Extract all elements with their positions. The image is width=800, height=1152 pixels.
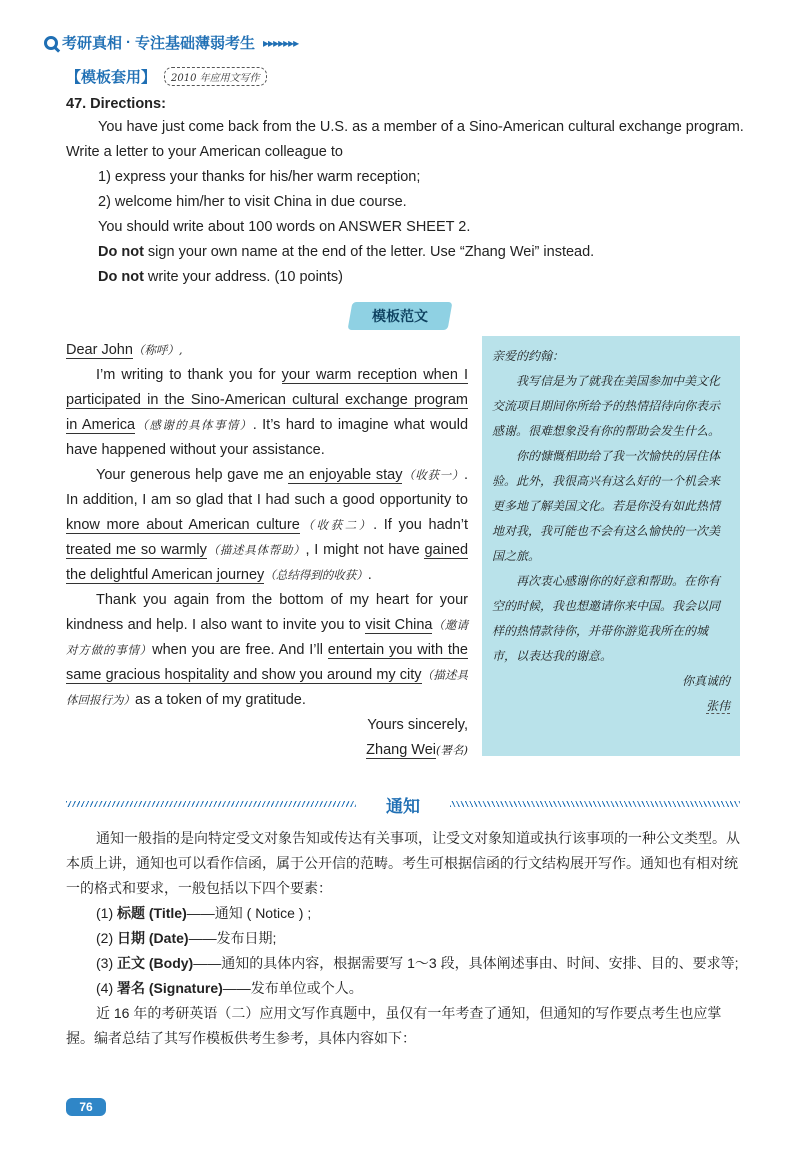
notice-item [66,901,742,926]
directions-note-2 [98,265,343,290]
notice-body [66,826,742,1051]
annotation: （感谢的具体事情） [135,418,253,432]
underlined-text: your warm reception when I participated in the Sino-American cultural exchange program in America [66,367,468,433]
salutation-note: （称呼）, [132,343,183,357]
underlined-text: gained the delightful American journey [66,542,469,583]
text: . If you hadn’t [373,517,469,533]
annotation: （描述具体回报行为） [66,668,469,707]
annotation: （收获二） [299,518,374,532]
directions-intro: You have just come back from the U.S. as a member of a Sino-American cultural exchange program. Write a letter to your American colleague to [66,119,744,160]
section-tag-line [66,66,267,87]
annotation: （收获一） [402,468,464,482]
note-text: write your address. (10 points) [143,269,343,285]
translation-closing: 你真诚的 [681,674,730,688]
directions-note-1 [98,240,594,265]
item-name: 正文 (Body) [117,955,194,971]
sample-letter [66,338,468,763]
header-arrows-icon: ▸▸▸▸▸▸▸ [263,35,299,50]
underlined-text: entertain you with the same gracious hospitality and show you around my city [66,642,468,683]
header-title: 考研真相 [62,35,123,52]
letter-paragraph-2 [66,463,468,588]
item-num: (1) [96,905,117,921]
header-subtitle: 专注基础薄弱考生 [135,35,256,52]
translation-salutation: 亲爱的约翰： [492,349,565,363]
text: , I might not have [305,542,425,558]
text: . [367,567,372,583]
notice-item [66,976,742,1001]
translation-paragraph: 你的慷慨相助给了我一次愉快的居住体验。此外，我很高兴有这么好的一个机会来更多地了解美国文化。若是你没有如此热情地对我，我可能也不会有这么愉快的一次美国之旅。 [492,449,721,563]
text: Thank you again from the bottom of my heart for your kindness and help. I also want to invite you to [66,592,468,633]
annotation: （描述具体帮助） [206,543,306,557]
item-num: (2) [96,930,117,946]
note-bold: Do not [98,269,144,285]
header-dot: · [126,34,132,51]
notice-section-header [66,794,740,814]
directions-item: 2) welcome him/her to visit China in due course. [98,194,407,210]
note-bold: Do not [98,244,144,260]
text: as a token of my gratitude. [135,692,306,708]
item-name: 日期 (Date) [117,930,189,946]
translation-signature [492,694,730,719]
item-name: 标题 (Title) [117,905,187,921]
page-number: 76 [66,1098,106,1116]
translation-paragraph: 我写信是为了就我在美国参加中美文化交流项目期间你所给予的热情招待向你表示感谢。很难想象没有你的帮助会发生什么。 [492,374,721,438]
template-banner [350,302,450,330]
underlined-text: know more about American culture [66,517,300,533]
divider [450,801,740,807]
text: . It’s hard to imagine what would have happened without your assistance. [66,417,469,458]
translation-signature-text: 张伟 [705,699,730,713]
notice-item [66,926,742,951]
notice-intro: 通知一般指的是向特定受文对象告知或传达有关事项，让受文对象知道或执行该事项的一种公文类型。从本质上讲，通知也可以看作信函，属于公开信的范畴。考生可根据信函的行文结构展开写作。通知也有相对统一的格式和要求，一般包括以下四个要素： [66,830,740,896]
item-desc: ——发布单位或个人。 [222,980,363,996]
text: Your generous help gave me [96,467,289,483]
underlined-text: visit China [365,617,433,633]
underlined-text: an enjoyable stay [288,467,403,483]
section-tag: 【模板套用】 [66,69,157,86]
letter-closing: Yours sincerely, [367,717,468,733]
item-name: 署名 (Signature) [117,980,223,996]
letter-paragraph-1 [66,363,468,463]
item-desc: ——发布日期; [188,930,277,946]
letter-signature [66,738,468,763]
signature-text: Zhang Wei [366,742,437,758]
section-title: 通知 [386,796,420,816]
translation-box [482,336,740,756]
item-num: (3) [96,955,117,971]
signature-note: (署名) [436,743,468,757]
page-header [44,32,298,53]
text: when you are free. And I’ll [152,642,328,658]
notice-outro: 近 16 年的考研英语（二）应用文写作真题中，虽仅有一年考查了通知，但通知的写作要点考生也应掌握。编者总结了其写作模板供考生参考，具体内容如下： [66,1005,722,1046]
item-num: (4) [96,980,117,996]
directions-item: 1) express your thanks for his/her warm reception; [98,169,421,185]
banner-label: 模板范文 [372,308,428,324]
letter-paragraph-3 [66,588,468,713]
letter-salutation [66,338,468,363]
directions-title: 47. Directions: [66,96,166,112]
year-tag: 2010 年应用文写作 [164,67,267,86]
search-logo-icon [44,36,58,50]
annotation: （邀请对方做的事情） [66,618,469,657]
salutation-text: Dear John [66,342,133,358]
notice-item [66,951,742,976]
text: I’m writing to thank you for [96,367,282,383]
annotation: （总结得到的收获） [264,568,368,582]
underlined-text: treated me so warmly [66,542,207,558]
directions-item: You should write about 100 words on ANSWER SHEET 2. [98,219,471,235]
divider [66,801,356,807]
item-desc: ——通知的具体内容，根据需要写 1～3 段，具体阐述事由、时间、安排、目的、要求等; [193,955,739,971]
text: . In addition, I am so glad that I had such a good opportunity to [66,467,469,508]
item-desc: ——通知 ( Notice ) ; [186,905,312,921]
note-text: sign your own name at the end of the letter. Use “Zhang Wei” instead. [143,244,595,260]
translation-paragraph: 再次衷心感谢你的好意和帮助。在你有空的时候，我也想邀请你来中国。我会以同样的热情款待你，并带你游览我所在的城市，以表达我的谢意。 [492,574,721,663]
